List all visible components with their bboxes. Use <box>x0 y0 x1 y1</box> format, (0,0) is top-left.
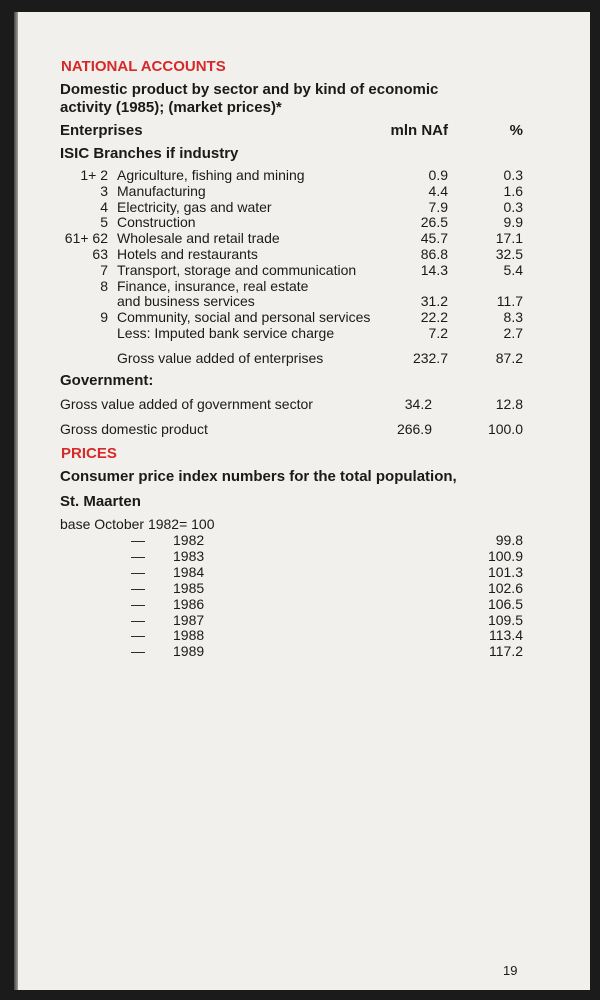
sector-mln: 86.8 <box>420 246 448 262</box>
cpi-dash: — <box>131 547 145 564</box>
sector-mln: 31.2 <box>420 293 448 310</box>
gdp-pct: 100.0 <box>487 421 523 437</box>
sector-mln: 26.5 <box>420 214 448 231</box>
cpi-value: 101.3 <box>487 563 523 580</box>
cpi-year: 1988 <box>173 627 205 644</box>
cpi-year: 1986 <box>173 595 205 612</box>
government-heading: Government: <box>60 372 154 389</box>
sector-mln: 14.3 <box>420 261 448 278</box>
sector-pct: 2.7 <box>503 325 523 341</box>
cpi-title-line1: Consumer price index numbers for the total population, <box>60 468 457 485</box>
isic-code: 63 <box>92 246 108 262</box>
sector-pct: 8.3 <box>503 309 523 326</box>
cpi-value: 109.5 <box>487 611 523 628</box>
gva-enterprises-pct: 87.2 <box>495 350 523 366</box>
cpi-year: 1982 <box>173 532 205 548</box>
sector-pct: 17.1 <box>495 230 523 247</box>
cpi-value: 117.2 <box>489 643 523 660</box>
sector-label: Hotels and restaurants <box>117 246 258 262</box>
isic-code: 1+ 2 <box>80 167 108 183</box>
sector-label: Wholesale and retail trade <box>117 230 280 247</box>
sector-label: Transport, storage and communication <box>117 261 357 278</box>
cpi-year: 1984 <box>173 563 205 580</box>
cpi-year: 1989 <box>173 643 205 660</box>
column-header-enterprises: Enterprises <box>60 122 143 139</box>
gva-government-label: Gross value added of government sector <box>60 396 313 412</box>
sector-label: Community, social and personal services <box>117 309 371 326</box>
sector-label: Manufacturing <box>117 182 206 199</box>
sector-mln: 0.9 <box>428 167 448 183</box>
cpi-value: 99.8 <box>495 532 523 548</box>
sector-pct: 5.4 <box>503 261 523 278</box>
sector-pct: 0.3 <box>503 167 523 183</box>
gdp-label: Gross domestic product <box>60 421 208 437</box>
cpi-dash: — <box>131 595 145 612</box>
gva-government-mln: 34.2 <box>404 396 432 412</box>
isic-code: 61+ 62 <box>64 230 108 247</box>
gdp-mln: 266.9 <box>396 421 432 437</box>
gva-enterprises-mln: 232.7 <box>412 350 448 366</box>
sector-mln: 22.2 <box>420 309 448 326</box>
gva-enterprises-label: Gross value added of enterprises <box>117 350 324 366</box>
cpi-year: 1987 <box>173 611 205 628</box>
sector-pct: 11.7 <box>496 293 523 310</box>
sector-mln: 45.7 <box>420 230 448 247</box>
sector-label: Electricity, gas and water <box>117 198 272 215</box>
table-title-line2: activity (1985); (market prices)* <box>60 99 282 116</box>
sector-mln: 7.9 <box>428 198 448 215</box>
sector-label: Construction <box>117 214 196 231</box>
sector-label: Finance, insurance, real estate <box>117 277 309 294</box>
sector-label: Less: Imputed bank service charge <box>117 325 335 341</box>
sector-pct: 1.6 <box>503 182 523 199</box>
page-number: 19 <box>503 963 518 978</box>
section-title-prices: PRICES <box>61 445 117 462</box>
cpi-year: 1983 <box>173 547 205 564</box>
subheading-isic: ISIC Branches if industry <box>60 145 239 162</box>
sector-pct: 0.3 <box>503 198 523 215</box>
sector-mln: 4.4 <box>428 182 448 199</box>
cpi-title-line2: St. Maarten <box>60 493 141 510</box>
cpi-dash: — <box>131 643 145 660</box>
cpi-value: 100.9 <box>487 547 523 564</box>
cpi-dash: — <box>131 579 145 596</box>
sector-mln: 7.2 <box>428 325 448 341</box>
isic-code: 3 <box>100 182 108 199</box>
isic-code: 4 <box>100 198 108 215</box>
cpi-value: 106.5 <box>487 595 523 612</box>
sector-pct: 9.9 <box>503 214 523 231</box>
isic-code: 7 <box>100 261 108 278</box>
cpi-year: 1985 <box>173 579 205 596</box>
cpi-dash: — <box>131 563 145 580</box>
cpi-value: 102.6 <box>487 579 523 596</box>
cpi-dash: — <box>131 611 145 628</box>
cpi-base: base October 1982= 100 <box>60 516 215 532</box>
section-title-national-accounts: NATIONAL ACCOUNTS <box>61 58 226 75</box>
sector-label: and business services <box>117 293 255 310</box>
isic-code: 5 <box>100 214 108 231</box>
cpi-dash: — <box>131 627 145 644</box>
column-header-mln: mln NAf <box>390 122 448 139</box>
column-header-pct: % <box>509 122 523 139</box>
cpi-dash: — <box>131 532 145 548</box>
isic-code: 8 <box>100 277 108 294</box>
cpi-value: 113.4 <box>489 627 523 644</box>
table-title-line1: Domestic product by sector and by kind of economic <box>60 81 439 98</box>
sector-pct: 32.5 <box>495 246 523 262</box>
sector-label: Agriculture, fishing and mining <box>117 167 305 183</box>
isic-code: 9 <box>100 309 108 326</box>
gva-government-pct: 12.8 <box>495 396 523 412</box>
